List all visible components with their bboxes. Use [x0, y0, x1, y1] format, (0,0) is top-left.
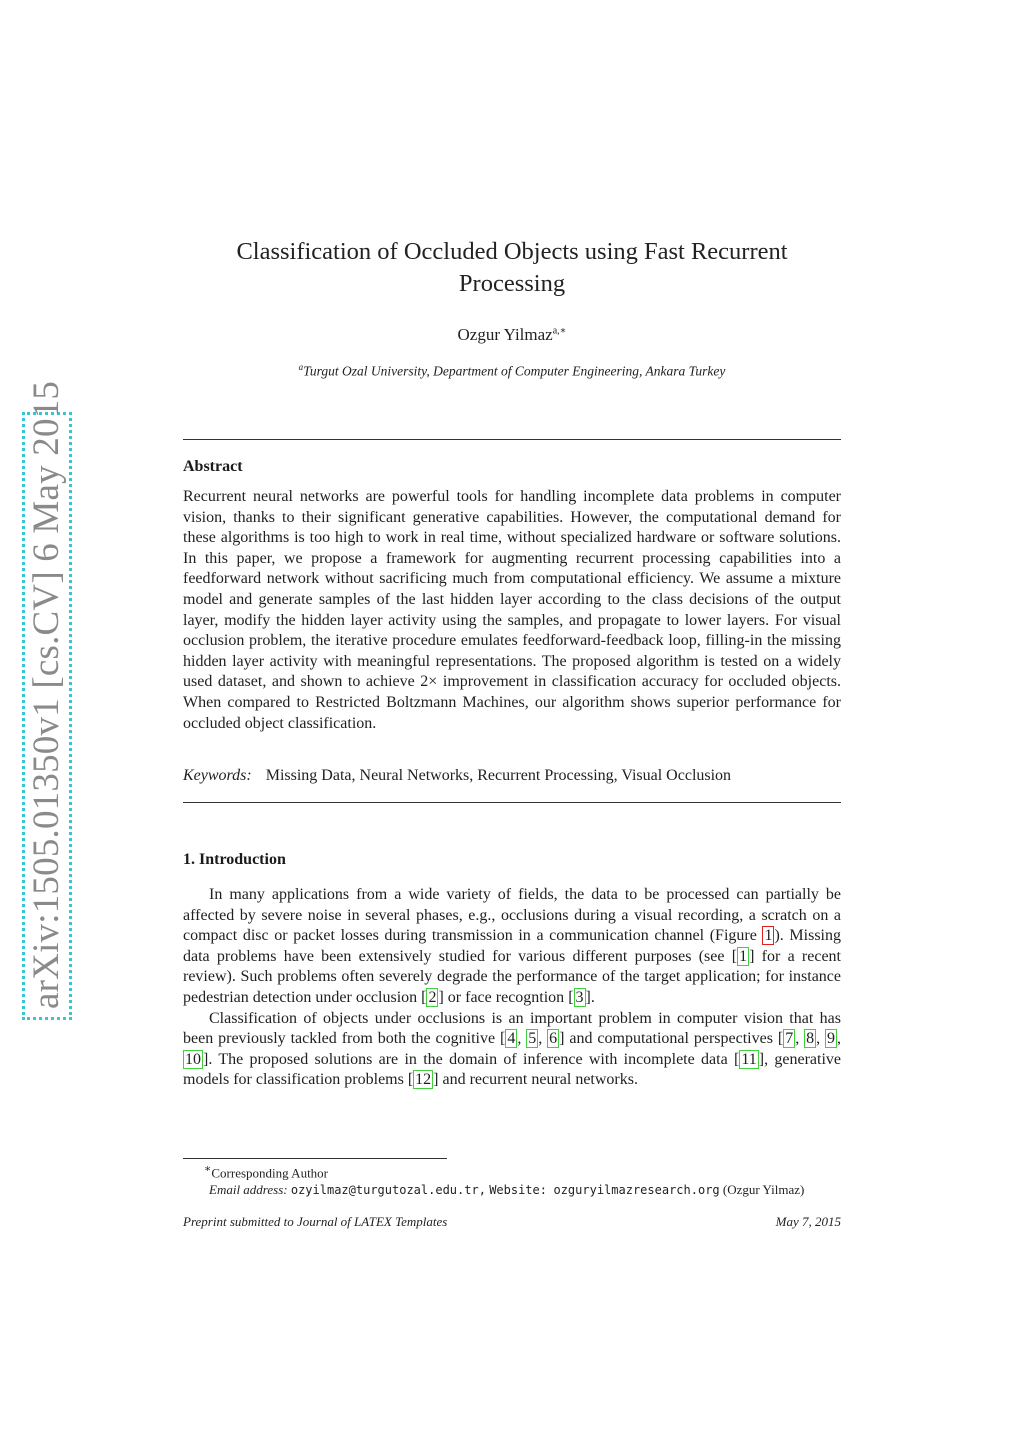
author-line — [183, 325, 841, 345]
affiliation-text: Turgut Ozal University, Department of Computer Engineering, Ankara Turkey — [303, 363, 726, 379]
citation-link[interactable]: 5 — [528, 1030, 537, 1048]
keywords-text: Missing Data, Neural Networks, Recurrent Processing, Visual Occlusion — [265, 767, 732, 784]
citation-link[interactable]: 7 — [785, 1030, 794, 1048]
intro-paragraph-1: In many applications from a wide variety of fields, the data to be processed can partially be affected by severe noise in several phases, e.g., occlusions during a visual recording, a scratch on a compact disc or packet losses during transmission in a communication channel (Figure 1 ). Missing data problems have been extensively studied for various different purposes (see [ 1 ] for a recent review). Such problems often severely degrade the performance of the target application; for instance pedestrian detection under occlusion [ 2 ] or face recogntion [ 3 ]. — [183, 886, 842, 1006]
footnote-corresponding: ∗Corresponding Author — [204, 1163, 329, 1181]
citation-link[interactable]: 10 — [185, 1050, 201, 1068]
arxiv-identifier-stamp[interactable]: arXiv:1505.01350v1 [cs.CV] 6 May 2015 — [22, 412, 72, 1020]
intro-paragraph-2: Classification of objects under occlusions is an important problem in computer vision that has been previously tackled from both the cognitive [ 4 , 5 , 6 ] and computational perspectives [ 7 , 8 , 9 , 10 ]. The proposed solutions are in the domain of inference with incomplete data [ 11 ], generative models for classification problems [ 12 ] and recurrent neural networks. — [183, 1009, 842, 1089]
website-link[interactable]: ozguryilmazresearch.org — [553, 1182, 720, 1197]
citation-link[interactable]: 4 — [507, 1030, 516, 1048]
preprint-journal: Preprint submitted to Journal of LATEX Templates — [183, 1214, 448, 1229]
introduction-body — [183, 885, 841, 1091]
footnote-rule — [183, 1158, 447, 1159]
citation-link[interactable]: 1 — [739, 947, 748, 965]
citation-link[interactable]: 8 — [806, 1030, 815, 1048]
keywords-line — [183, 767, 841, 785]
keywords-label: Keywords: — [183, 767, 252, 784]
abstract-text: Recurrent neural networks are powerful tools for handling incomplete data problems in computer vision, thanks to their significant generative capabilities. However, the computational demand for these algorithms is too high to work in real time, without specialized hardware or software solutions. In this paper, we propose a framework for augmenting recurrent processing capabilities into a feedforward network without sacrificing much from computational efficiency. We assume a mixture model and generate samples of the last hidden layer according to the class decisions of the output layer, modify the hidden layer activity using the samples, and propagate to lower layers. For visual occlusion problem, the iterative procedure emulates feedforward-feedback loop, filling-in the missing hidden layer activity with meaningful representations. The proposed algorithm is tested on a widely used dataset, and shown to achieve 2× improvement in classification accuracy for occluded objects. When compared to Restricted Boltzmann Machines, our algorithm shows superior performance for occluded object classification. — [183, 488, 841, 732]
author-marks: a,∗ — [552, 325, 567, 337]
abstract-heading: Abstract — [183, 458, 243, 475]
citation-link[interactable]: 11 — [741, 1050, 757, 1068]
paper-title: Classification of Occluded Objects using Fast Recurrent Processing — [236, 238, 788, 297]
preprint-date: May 7, 2015 — [775, 1214, 841, 1229]
author-name: Ozgur Yilmaz — [457, 325, 553, 344]
footnote-contact: Email address: ozyilmaz@turgutozal.edu.tr, Website: ozguryilmazresearch.org (Ozgur Yilmaz) — [209, 1181, 805, 1197]
abstract-bottom-rule — [183, 802, 841, 803]
affiliation-mark: a — [298, 362, 304, 372]
abstract-body — [183, 487, 841, 734]
citation-link[interactable]: 2 — [428, 988, 437, 1006]
figure-link[interactable]: 1 — [764, 927, 773, 945]
footnotes — [183, 1161, 841, 1198]
citation-link[interactable]: 9 — [827, 1030, 836, 1048]
citation-link[interactable]: 6 — [549, 1030, 558, 1048]
affiliation — [183, 362, 841, 380]
citation-link[interactable]: 12 — [415, 1071, 432, 1089]
introduction-heading: 1. Introduction — [183, 851, 286, 868]
email-address[interactable]: ozyilmaz@turgutozal.edu.tr, — [290, 1182, 486, 1197]
abstract-top-rule — [183, 439, 841, 440]
citation-link[interactable]: 3 — [575, 988, 584, 1006]
preprint-line — [183, 1214, 841, 1230]
